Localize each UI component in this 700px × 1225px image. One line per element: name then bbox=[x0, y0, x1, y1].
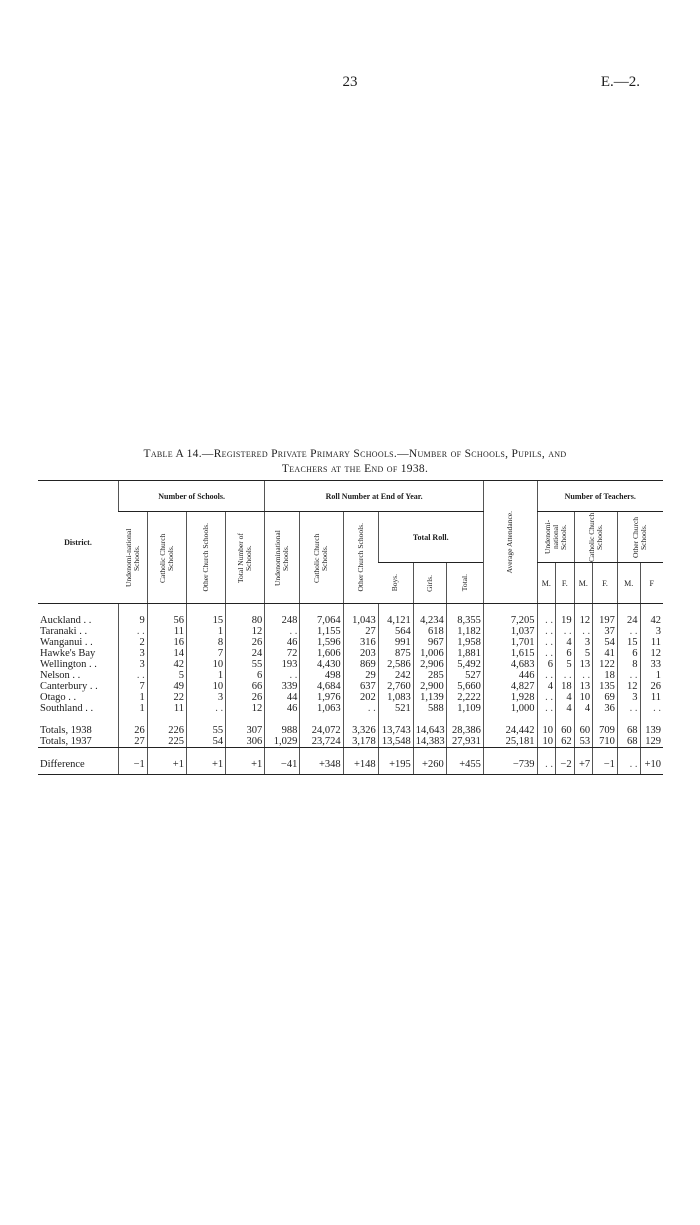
value-cell: −41 bbox=[265, 759, 300, 775]
value-cell: 4,430 bbox=[300, 659, 343, 670]
value-cell: 1,182 bbox=[446, 626, 483, 637]
table-row bbox=[38, 736, 663, 748]
value-cell: . . bbox=[537, 648, 556, 659]
value-cell: −1 bbox=[593, 759, 618, 775]
value-cell: 26 bbox=[640, 681, 663, 692]
value-cell: 446 bbox=[483, 670, 537, 681]
value-cell: . . bbox=[265, 626, 300, 637]
value-cell: 1,976 bbox=[300, 692, 343, 703]
other-f-header: F bbox=[640, 563, 663, 604]
value-cell: 46 bbox=[265, 703, 300, 714]
value-cell: 197 bbox=[593, 615, 618, 626]
value-cell: 27 bbox=[343, 626, 378, 637]
value-cell: +348 bbox=[300, 759, 343, 775]
value-cell: 4,683 bbox=[483, 659, 537, 670]
value-cell: 7 bbox=[186, 648, 225, 659]
value-cell: 1,006 bbox=[413, 648, 446, 659]
value-cell: 4,121 bbox=[378, 615, 413, 626]
value-cell: 5,492 bbox=[446, 659, 483, 670]
value-cell: 11 bbox=[147, 703, 186, 714]
girls-header: Girls. bbox=[413, 563, 446, 604]
value-cell: 54 bbox=[593, 637, 618, 648]
district-cell: Difference bbox=[38, 759, 118, 775]
value-cell: 16 bbox=[147, 637, 186, 648]
value-cell: 18 bbox=[593, 670, 618, 681]
value-cell: +148 bbox=[343, 759, 378, 775]
value-cell: 14,643 bbox=[413, 725, 446, 736]
value-cell: 7,064 bbox=[300, 615, 343, 626]
value-cell: . . bbox=[537, 615, 556, 626]
district-cell: Taranaki . . bbox=[40, 626, 88, 637]
value-cell: 22 bbox=[147, 692, 186, 703]
district-cell: Wellington . . bbox=[40, 659, 97, 670]
district-cell: Nelson . . bbox=[40, 670, 81, 681]
value-cell: 2,760 bbox=[378, 681, 413, 692]
value-cell: 37 bbox=[593, 626, 618, 637]
value-cell: 527 bbox=[446, 670, 483, 681]
value-cell: 869 bbox=[343, 659, 378, 670]
statistics-table bbox=[38, 480, 663, 775]
roll-other-header: Other Church Schools. bbox=[343, 512, 378, 604]
table-body bbox=[38, 604, 663, 775]
value-cell: 135 bbox=[593, 681, 618, 692]
value-cell: 7,205 bbox=[483, 615, 537, 626]
value-cell: 18 bbox=[556, 681, 575, 692]
spacer-row bbox=[38, 714, 663, 725]
undenom-m-header: M. bbox=[537, 563, 556, 604]
value-cell: 56 bbox=[147, 615, 186, 626]
roll-number-header: Roll Number at End of Year. bbox=[265, 481, 484, 512]
value-cell: 10 bbox=[186, 681, 225, 692]
number-of-teachers-header: Number of Teachers. bbox=[537, 481, 663, 512]
value-cell: 11 bbox=[640, 692, 663, 703]
value-cell: 12 bbox=[640, 648, 663, 659]
value-cell: +1 bbox=[186, 759, 225, 775]
value-cell: 13 bbox=[574, 659, 593, 670]
value-cell: +7 bbox=[574, 759, 593, 775]
district-header: District. bbox=[38, 481, 118, 604]
value-cell: 4,234 bbox=[413, 615, 446, 626]
value-cell: 15 bbox=[617, 637, 640, 648]
value-cell: 4 bbox=[556, 637, 575, 648]
value-cell: +1 bbox=[226, 759, 265, 775]
value-cell: 15 bbox=[186, 615, 225, 626]
value-cell: 27 bbox=[118, 736, 147, 748]
value-cell: . . bbox=[118, 670, 147, 681]
value-cell: 1 bbox=[186, 626, 225, 637]
value-cell: 5 bbox=[574, 648, 593, 659]
value-cell: 24,072 bbox=[300, 725, 343, 736]
value-cell: 3 bbox=[574, 637, 593, 648]
table-row bbox=[38, 637, 663, 648]
value-cell: 3,178 bbox=[343, 736, 378, 748]
district-cell: Wanganui . . bbox=[40, 637, 93, 648]
table-title-line-1: Table A 14.—Registered Private Primary Schools.—Number of Schools, Pupils, and bbox=[143, 448, 567, 460]
value-cell: . . bbox=[343, 703, 378, 714]
teachers-undenom-header: Undenomi-national Schools. bbox=[537, 512, 574, 563]
table-row bbox=[38, 703, 663, 714]
value-cell: 1,596 bbox=[300, 637, 343, 648]
value-cell: 1,043 bbox=[343, 615, 378, 626]
other-m-header: M. bbox=[617, 563, 640, 604]
value-cell: +10 bbox=[640, 759, 663, 775]
table-row bbox=[38, 725, 663, 736]
catholic-f-header: F. bbox=[593, 563, 618, 604]
value-cell: +260 bbox=[413, 759, 446, 775]
value-cell: 1 bbox=[118, 703, 147, 714]
value-cell: 33 bbox=[640, 659, 663, 670]
value-cell: . . bbox=[537, 670, 556, 681]
value-cell: 53 bbox=[574, 736, 593, 748]
value-cell: 709 bbox=[593, 725, 618, 736]
value-cell: 80 bbox=[226, 615, 265, 626]
value-cell: 4 bbox=[537, 681, 556, 692]
spacer-row bbox=[38, 748, 663, 760]
value-cell: 4 bbox=[556, 703, 575, 714]
value-cell: 42 bbox=[640, 615, 663, 626]
value-cell: 12 bbox=[226, 703, 265, 714]
value-cell: 13,548 bbox=[378, 736, 413, 748]
value-cell: 4,827 bbox=[483, 681, 537, 692]
boys-header: Boys. bbox=[378, 563, 413, 604]
table-row bbox=[38, 659, 663, 670]
value-cell: 6 bbox=[537, 659, 556, 670]
catholic-m-header: M. bbox=[574, 563, 593, 604]
value-cell: 1,037 bbox=[483, 626, 537, 637]
district-cell: Totals, 1938 bbox=[40, 725, 92, 736]
value-cell: 8,355 bbox=[446, 615, 483, 626]
value-cell: 11 bbox=[147, 626, 186, 637]
value-cell: 991 bbox=[378, 637, 413, 648]
total-header: Total. bbox=[446, 563, 483, 604]
value-cell: 4 bbox=[574, 703, 593, 714]
value-cell: 9 bbox=[118, 615, 147, 626]
value-cell: . . bbox=[574, 670, 593, 681]
value-cell: −1 bbox=[118, 759, 147, 775]
value-cell: 24 bbox=[617, 615, 640, 626]
value-cell: 10 bbox=[537, 725, 556, 736]
table-row bbox=[38, 615, 663, 626]
value-cell: 1 bbox=[118, 692, 147, 703]
value-cell: 307 bbox=[226, 725, 265, 736]
roll-undenominational-header: Undenominational Schools. bbox=[265, 512, 300, 604]
value-cell: 1,701 bbox=[483, 637, 537, 648]
value-cell: 6 bbox=[226, 670, 265, 681]
value-cell: 49 bbox=[147, 681, 186, 692]
value-cell: 44 bbox=[265, 692, 300, 703]
value-cell: 4 bbox=[556, 692, 575, 703]
value-cell: 521 bbox=[378, 703, 413, 714]
value-cell: 122 bbox=[593, 659, 618, 670]
value-cell: 19 bbox=[556, 615, 575, 626]
value-cell: 1,881 bbox=[446, 648, 483, 659]
value-cell: 588 bbox=[413, 703, 446, 714]
value-cell: . . bbox=[556, 670, 575, 681]
value-cell: −739 bbox=[483, 759, 537, 775]
number-of-schools-header: Number of Schools. bbox=[118, 481, 264, 512]
value-cell: 242 bbox=[378, 670, 413, 681]
teachers-catholic-header: Catholic Church Schools. bbox=[574, 512, 617, 563]
value-cell: 1,000 bbox=[483, 703, 537, 714]
value-cell: 3,326 bbox=[343, 725, 378, 736]
value-cell: 13,743 bbox=[378, 725, 413, 736]
value-cell: 27,931 bbox=[446, 736, 483, 748]
value-cell: +455 bbox=[446, 759, 483, 775]
value-cell: 3 bbox=[617, 692, 640, 703]
catholic-schools-header: Catholic Church Schools. bbox=[147, 512, 186, 604]
undenom-schools-header: Undenomi-national Schools. bbox=[118, 512, 147, 604]
value-cell: 13 bbox=[574, 681, 593, 692]
value-cell: 248 bbox=[265, 615, 300, 626]
value-cell: 26 bbox=[118, 725, 147, 736]
value-cell: 36 bbox=[593, 703, 618, 714]
value-cell: 4,684 bbox=[300, 681, 343, 692]
value-cell: 339 bbox=[265, 681, 300, 692]
value-cell: 3 bbox=[186, 692, 225, 703]
value-cell: +1 bbox=[147, 759, 186, 775]
value-cell: 10 bbox=[537, 736, 556, 748]
value-cell: 618 bbox=[413, 626, 446, 637]
district-cell: Southland . . bbox=[40, 703, 94, 714]
page-number: 23 bbox=[342, 74, 358, 90]
value-cell: 306 bbox=[226, 736, 265, 748]
district-cell: Totals, 1937 bbox=[38, 736, 118, 748]
value-cell: . . bbox=[537, 703, 556, 714]
value-cell: 5,660 bbox=[446, 681, 483, 692]
value-cell: . . bbox=[186, 703, 225, 714]
value-cell: 1,155 bbox=[300, 626, 343, 637]
value-cell: 1 bbox=[186, 670, 225, 681]
value-cell: 1,083 bbox=[378, 692, 413, 703]
table-title bbox=[40, 447, 670, 477]
value-cell: . . bbox=[537, 759, 556, 775]
value-cell: 2,222 bbox=[446, 692, 483, 703]
value-cell: 5 bbox=[147, 670, 186, 681]
value-cell: 23,724 bbox=[300, 736, 343, 748]
value-cell: 316 bbox=[343, 637, 378, 648]
value-cell: 12 bbox=[617, 681, 640, 692]
district-cell: Otago . . bbox=[40, 692, 77, 703]
value-cell: 60 bbox=[556, 725, 575, 736]
value-cell: 1,109 bbox=[446, 703, 483, 714]
value-cell: 10 bbox=[574, 692, 593, 703]
value-cell: 637 bbox=[343, 681, 378, 692]
value-cell: 7 bbox=[118, 681, 147, 692]
value-cell: 14 bbox=[147, 648, 186, 659]
value-cell: . . bbox=[537, 626, 556, 637]
value-cell: +195 bbox=[378, 759, 413, 775]
table-row bbox=[38, 759, 663, 775]
value-cell: 225 bbox=[147, 736, 186, 748]
value-cell: 2,906 bbox=[413, 659, 446, 670]
value-cell: 202 bbox=[343, 692, 378, 703]
value-cell: . . bbox=[537, 637, 556, 648]
value-cell: 1,928 bbox=[483, 692, 537, 703]
table-row bbox=[38, 626, 663, 637]
district-cell: Hawke's Bay bbox=[40, 648, 96, 659]
value-cell: 564 bbox=[378, 626, 413, 637]
value-cell: 5 bbox=[556, 659, 575, 670]
value-cell: 226 bbox=[147, 725, 186, 736]
value-cell: 6 bbox=[617, 648, 640, 659]
value-cell: 62 bbox=[556, 736, 575, 748]
value-cell: 28,386 bbox=[446, 725, 483, 736]
value-cell: 203 bbox=[343, 648, 378, 659]
value-cell: . . bbox=[265, 670, 300, 681]
district-cell: Canterbury . . bbox=[40, 681, 98, 692]
value-cell: . . bbox=[537, 692, 556, 703]
value-cell: 26 bbox=[226, 692, 265, 703]
value-cell: 14,383 bbox=[413, 736, 446, 748]
value-cell: 285 bbox=[413, 670, 446, 681]
value-cell: 12 bbox=[574, 615, 593, 626]
table-row bbox=[38, 681, 663, 692]
table-title-line-2: Teachers at the End of 1938. bbox=[281, 463, 429, 475]
value-cell: 1,958 bbox=[446, 637, 483, 648]
value-cell: 139 bbox=[640, 725, 663, 736]
value-cell: 1,139 bbox=[413, 692, 446, 703]
value-cell: 1 bbox=[640, 670, 663, 681]
other-schools-header: Other Church Schools. bbox=[186, 512, 225, 604]
value-cell: 10 bbox=[186, 659, 225, 670]
value-cell: 3 bbox=[640, 626, 663, 637]
value-cell: 1,606 bbox=[300, 648, 343, 659]
value-cell: 710 bbox=[593, 736, 618, 748]
value-cell: 68 bbox=[617, 725, 640, 736]
value-cell: 1,063 bbox=[300, 703, 343, 714]
undenom-f-header: F. bbox=[556, 563, 575, 604]
value-cell: 1,029 bbox=[265, 736, 300, 748]
value-cell: 66 bbox=[226, 681, 265, 692]
value-cell: 42 bbox=[147, 659, 186, 670]
value-cell: . . bbox=[617, 626, 640, 637]
teachers-other-header: Other Church Schools. bbox=[617, 512, 663, 563]
value-cell: 3 bbox=[118, 648, 147, 659]
value-cell: 24,442 bbox=[483, 725, 537, 736]
value-cell: . . bbox=[556, 626, 575, 637]
value-cell: 2,586 bbox=[378, 659, 413, 670]
value-cell: 25,181 bbox=[483, 736, 537, 748]
value-cell: 60 bbox=[574, 725, 593, 736]
table-row bbox=[38, 692, 663, 703]
value-cell: 26 bbox=[226, 637, 265, 648]
value-cell: 988 bbox=[265, 725, 300, 736]
average-attendance-header: Average Attendance. bbox=[483, 481, 537, 604]
table-row bbox=[38, 648, 663, 659]
value-cell: . . bbox=[617, 759, 640, 775]
value-cell: 1,615 bbox=[483, 648, 537, 659]
value-cell: . . bbox=[118, 626, 147, 637]
value-cell: 8 bbox=[186, 637, 225, 648]
value-cell: 68 bbox=[617, 736, 640, 748]
value-cell: 12 bbox=[226, 626, 265, 637]
page-code: E.—2. bbox=[600, 74, 640, 90]
value-cell: 6 bbox=[556, 648, 575, 659]
roll-catholic-header: Catholic Church Schools. bbox=[300, 512, 343, 604]
value-cell: 875 bbox=[378, 648, 413, 659]
spacer-row bbox=[38, 604, 663, 616]
value-cell: 55 bbox=[226, 659, 265, 670]
value-cell: 2 bbox=[118, 637, 147, 648]
value-cell: 11 bbox=[640, 637, 663, 648]
value-cell: 498 bbox=[300, 670, 343, 681]
value-cell: 129 bbox=[640, 736, 663, 748]
value-cell: 72 bbox=[265, 648, 300, 659]
value-cell: 69 bbox=[593, 692, 618, 703]
value-cell: 29 bbox=[343, 670, 378, 681]
value-cell: . . bbox=[617, 670, 640, 681]
table-row bbox=[38, 670, 663, 681]
value-cell: 8 bbox=[617, 659, 640, 670]
value-cell: 54 bbox=[186, 736, 225, 748]
value-cell: 41 bbox=[593, 648, 618, 659]
value-cell: . . bbox=[640, 703, 663, 714]
value-cell: 2,900 bbox=[413, 681, 446, 692]
value-cell: 24 bbox=[226, 648, 265, 659]
district-cell: Auckland . . bbox=[40, 615, 92, 626]
value-cell: 55 bbox=[186, 725, 225, 736]
value-cell: . . bbox=[617, 703, 640, 714]
value-cell: 193 bbox=[265, 659, 300, 670]
total-roll-header: Total Roll. bbox=[378, 512, 483, 563]
value-cell: 967 bbox=[413, 637, 446, 648]
value-cell: 3 bbox=[118, 659, 147, 670]
total-number-header: Total Number of Schools. bbox=[226, 512, 265, 604]
value-cell: 46 bbox=[265, 637, 300, 648]
value-cell: . . bbox=[574, 626, 593, 637]
value-cell: −2 bbox=[556, 759, 575, 775]
